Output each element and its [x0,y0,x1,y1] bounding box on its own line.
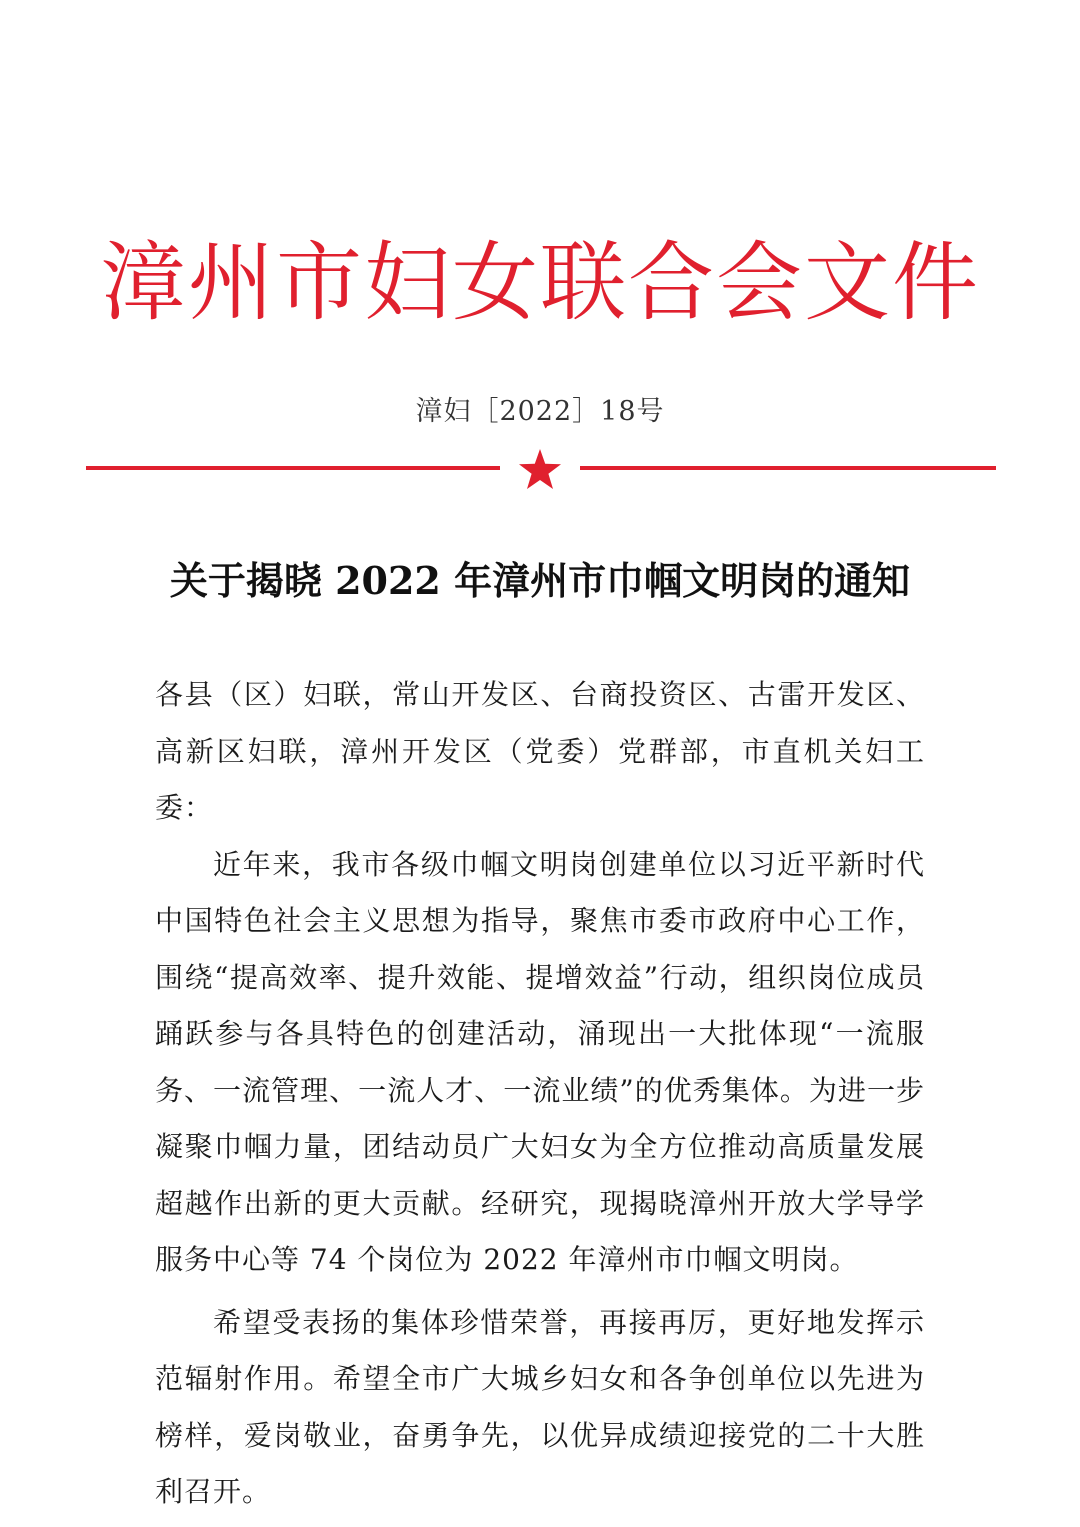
paragraph: 近年来，我市各级巾帼文明岗创建单位以习近平新时代中国特色社会主义思想为指导，聚焦市委市政府中心工作，围绕“提高效率、提升效能、提增效益”行动，组织岗位成员踊跃参与各具特色的创建活动，涌现出一大批体现“一流服务、一流管理、一流人才、一流业绩”的优秀集体。为进一步凝聚巾帼力量，团结动员广大妇女为全方位推动高质量发展超越作出新的更大贡献。经研究，现揭晓漳州开放大学导学服务中心等 74 个岗位为 2022 年漳州市巾帼文明岗。 [155,847,925,1276]
document-number: 漳妇［2022］18号 [415,396,665,427]
divider-line-right [580,466,996,470]
addressee: 各县（区）妇联，常山开发区、台商投资区、古雷开发区、高新区妇联，漳州开发区（党委）党群部，市直机关妇工委： [155,678,925,824]
notice-body [155,667,925,1521]
paragraph: 希望受表扬的集体珍惜荣誉，再接再厉，更好地发挥示范辐射作用。希望全市广大城乡妇女和各争创单位以先进为榜样，爱岗敬业，奋勇争先，以优异成绩迎接党的二十大胜利召开。 [155,1305,925,1508]
star-icon [518,448,562,490]
notice-title: 关于揭晓 2022 年漳州市巾帼文明岗的通知 [169,558,911,603]
header-divider [86,448,996,488]
divider-line-left [86,466,500,470]
masthead-title: 漳州市妇女联合会文件 [100,233,980,333]
